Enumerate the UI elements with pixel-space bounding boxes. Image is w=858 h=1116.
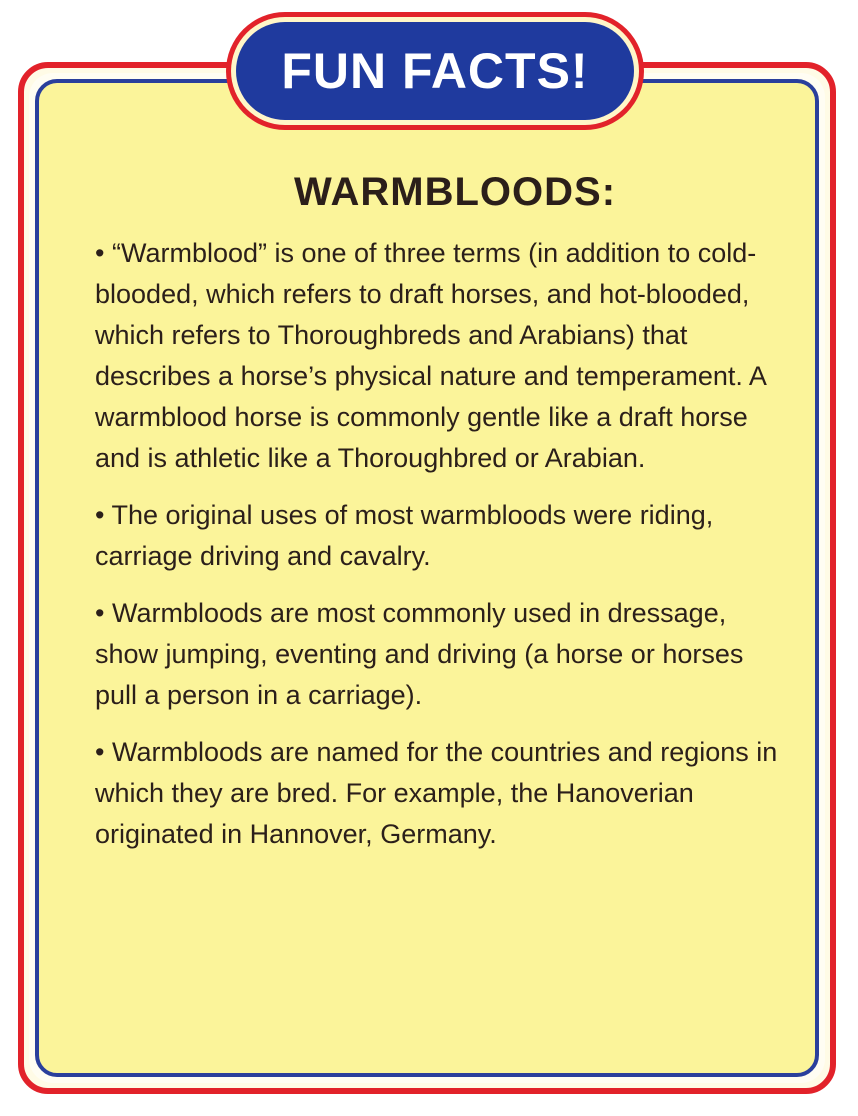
title-banner xyxy=(226,12,644,130)
title-banner-frame xyxy=(231,17,639,125)
fact-text: Warmbloods are named for the countries and regions in which they are bred. For example, the Hanoverian originated in Hannover, Germany. xyxy=(95,737,778,849)
fact-item xyxy=(95,233,785,479)
fact-text: The original uses of most warmbloods were riding, carriage driving and cavalry. xyxy=(95,500,714,571)
title-banner-body xyxy=(236,22,634,120)
card-content xyxy=(95,170,785,871)
card-heading: WARMBLOODS: xyxy=(293,170,617,214)
banner-title: FUN FACTS! xyxy=(281,43,589,99)
bullet-icon: • xyxy=(95,500,105,530)
fact-item xyxy=(95,495,785,577)
bullet-icon: • xyxy=(95,598,105,628)
fact-item xyxy=(95,593,785,716)
fact-text: Warmbloods are most commonly used in dressage, show jumping, eventing and driving (a horse or horses pull a person in a carriage). xyxy=(95,598,744,710)
fact-item xyxy=(95,732,785,855)
bullet-icon: • xyxy=(95,737,105,767)
bullet-icon: • xyxy=(95,238,105,268)
fact-text: “Warmblood” is one of three terms (in addition to cold-blooded, which refers to draft horses, and hot-blooded, which refers to Thoroughbreds and Arabians) that describes a horse’s physical nature and temperament. A warmblood horse is commonly gentle like a draft horse and is athletic like a Thoroughbred or Arabian. xyxy=(95,238,766,473)
